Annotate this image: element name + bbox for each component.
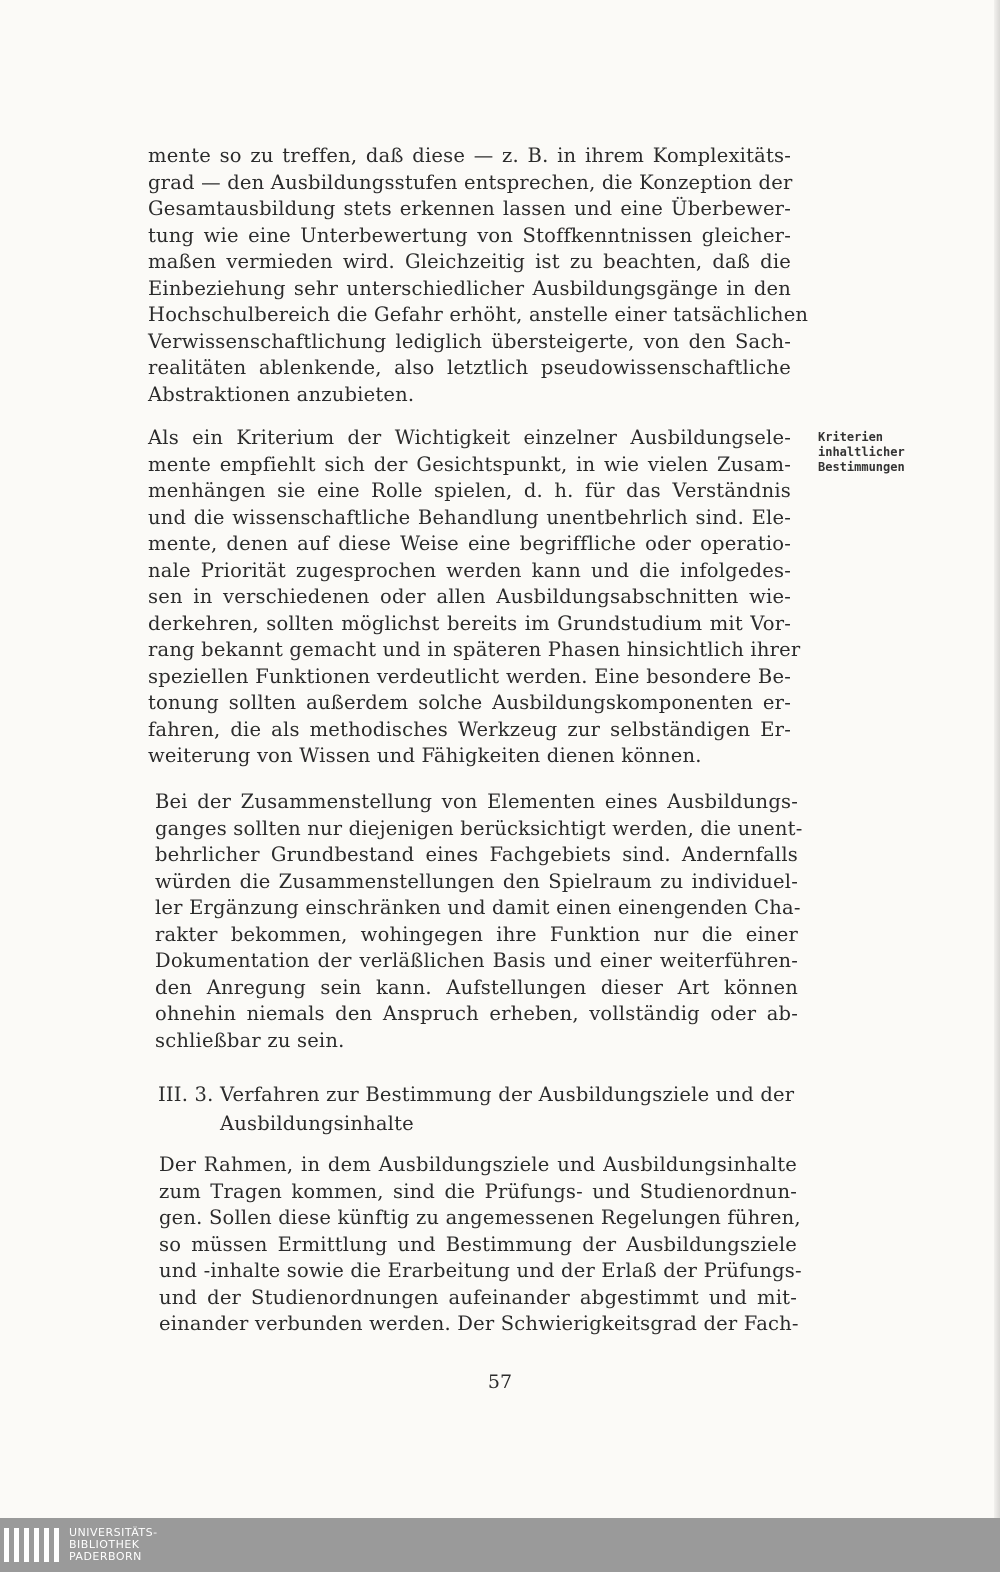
text-line: weiterung von Wissen und Fähigkeiten dienen können. [148, 744, 702, 767]
text-line: einander verbunden werden. Der Schwierigkeitsgrad der Fach- [159, 1312, 799, 1335]
text-line: Als ein Kriterium der Wichtigkeit einzelner Ausbildungsele- [148, 426, 791, 449]
paragraph-3 [155, 789, 803, 1054]
text-line: mente empfiehlt sich der Gesichtspunkt, in wie vielen Zusam- [148, 452, 791, 476]
library-logo-bars-icon [4, 1528, 59, 1562]
text-line: mente, denen auf diese Weise eine begriffliche oder operatio- [148, 532, 791, 555]
text-line: so müssen Ermittlung und Bestimmung der Ausbildungsziele [159, 1232, 797, 1256]
text-line: ler Ergänzung einschränken und damit einen einengenden Cha- [155, 896, 801, 919]
text-line: maßen vermieden wird. Gleichzeitig ist zu beachten, daß die [148, 250, 791, 273]
text-line: Abstraktionen anzubieten. [148, 382, 415, 406]
text-line: ganges sollten nur diejenigen berücksichtigt werden, die unent- [155, 816, 803, 840]
paragraph-1 [148, 143, 809, 408]
page-edge-shadow [994, 0, 1000, 1518]
text-line: Gesamtausbildung stets erkennen lassen und eine Überbewer- [148, 197, 791, 220]
text-line: Einbeziehung sehr unterschiedlicher Ausbildungsgänge in den [148, 276, 791, 300]
paragraph-2 [148, 425, 801, 770]
text-line: realitäten ablenkende, also letztlich pseudowissenschaftliche [148, 356, 791, 379]
marginal-note-line: Kriterien [818, 430, 884, 444]
text-line: und der Studienordnungen aufeinander abgestimmt und mit- [159, 1285, 797, 1309]
marginal-note [818, 430, 905, 475]
text-line: und -inhalte sowie die Erarbeitung und der Erlaß der Prüfungs- [159, 1259, 802, 1282]
text-line: Dokumentation der verläßlichen Basis und einer weiterführen- [155, 949, 798, 972]
text-line: den Anregung sein kann. Aufstellungen dieser Art können [155, 975, 798, 999]
page-number: 57 [487, 1371, 513, 1393]
section-number: III. 3. [158, 1083, 214, 1106]
library-logo [0, 1518, 158, 1572]
text-line: grad — den Ausbildungsstufen entsprechen, die Konzeption der [148, 170, 793, 194]
text-line: würden die Zusammenstellungen den Spielraum zu individuel- [155, 869, 798, 893]
text-line: und die wissenschaftliche Behandlung unentbehrlich sind. Ele- [148, 505, 791, 529]
section-heading [158, 1080, 808, 1138]
text-line: mente so zu treffen, daß diese — z. B. in ihrem Komplexitäts- [148, 144, 791, 167]
library-name-line: PADERBORN [69, 1550, 142, 1563]
library-name [69, 1527, 158, 1563]
text-line: menhängen sie eine Rolle spielen, d. h. für das Verständnis [148, 479, 791, 502]
text-line: speziellen Funktionen verdeutlicht werden. Eine besondere Be- [148, 664, 791, 688]
text-line: behrlicher Grundbestand eines Fachgebiets sind. Andernfalls [155, 843, 798, 866]
text-line: derkehren, sollten möglichst bereits im Grundstudium mit Vor- [148, 611, 791, 635]
marginal-note-line: Bestimmungen [818, 460, 905, 474]
text-line: Der Rahmen, in dem Ausbildungsziele und Ausbildungsinhalte [159, 1153, 797, 1176]
text-line: sen in verschiedenen oder allen Ausbildungsabschnitten wie- [148, 585, 791, 608]
text-line: fahren, die als methodisches Werkzeug zur selbständigen Er- [148, 717, 791, 741]
section-title-line: Ausbildungsinhalte [220, 1112, 414, 1135]
text-line: tung wie eine Unterbewertung von Stoffkenntnissen gleicher- [148, 223, 791, 247]
text-line: rakter bekommen, wohingegen ihre Funktion nur die einer [155, 922, 798, 946]
text-line: zum Tragen kommen, sind die Prüfungs- und Studienordnun- [159, 1179, 797, 1203]
paragraph-4 [159, 1152, 802, 1338]
library-name-line: UNIVERSITÄTS- [69, 1526, 158, 1539]
text-line: Hochschulbereich die Gefahr erhöht, anstelle einer tatsächlichen [148, 303, 809, 326]
text-line: ohnehin niemals den Anspruch erheben, vollständig oder ab- [155, 1002, 798, 1025]
text-line: rang bekannt gemacht und in späteren Phasen hinsichtlich ihrer [148, 638, 801, 661]
text-line: Bei der Zusammenstellung von Elementen eines Ausbildungs- [155, 790, 798, 813]
text-line: tonung sollten außerdem solche Ausbildungskomponenten er- [148, 691, 791, 714]
section-title-line: Verfahren zur Bestimmung der Ausbildungsziele und der [220, 1083, 795, 1106]
text-line: Verwissenschaftlichung lediglich übersteigerte, von den Sach- [148, 329, 791, 353]
marginal-note-line: inhaltlicher [818, 445, 905, 459]
text-line: schließbar zu sein. [155, 1028, 345, 1052]
text-line: nale Priorität zugesprochen werden kann und die infolgedes- [148, 558, 791, 582]
library-name-line: BIBLIOTHEK [69, 1538, 140, 1551]
text-line: gen. Sollen diese künftig zu angemessenen Regelungen führen, [159, 1206, 801, 1229]
